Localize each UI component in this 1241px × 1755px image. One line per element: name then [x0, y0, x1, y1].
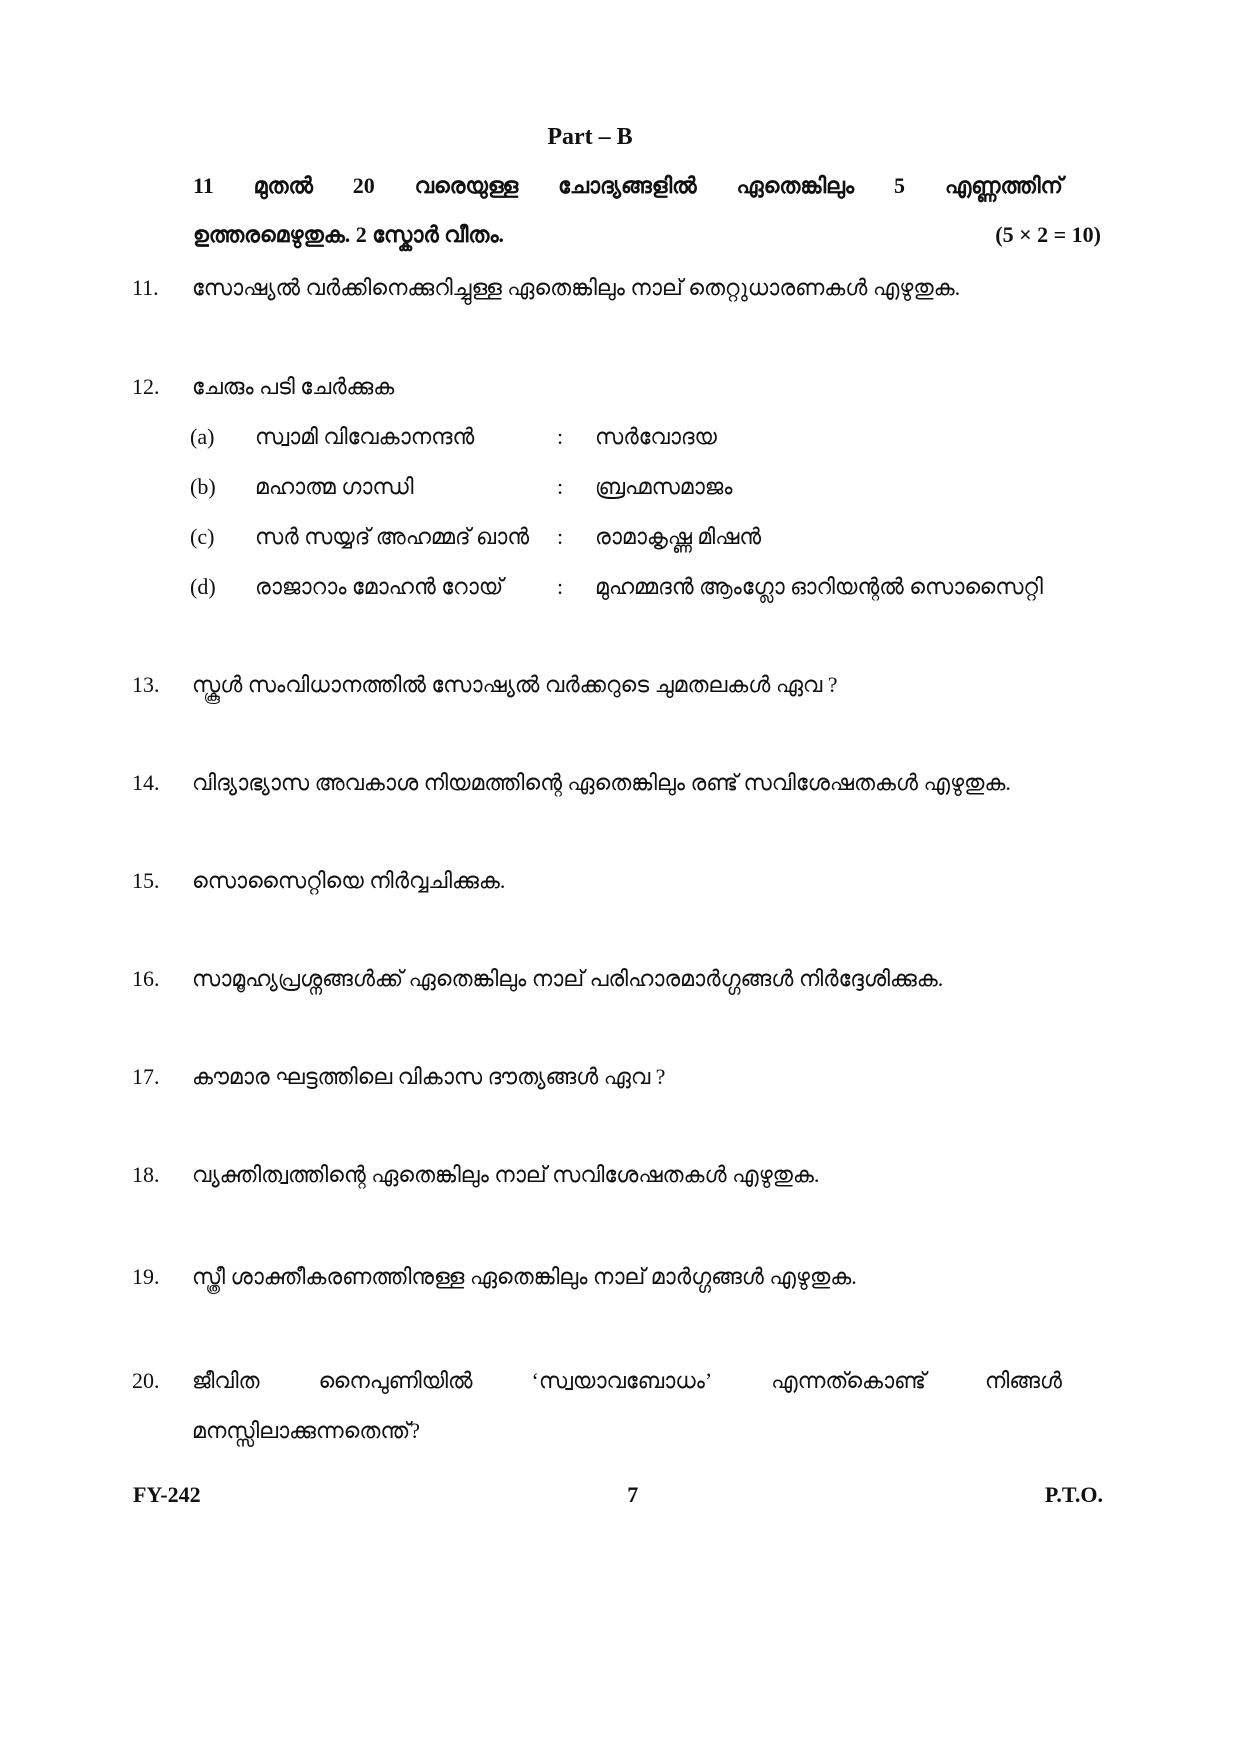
match-right: മുഹമ്മദൻ ആംഗ്ലോ ഓറിയന്റൽ സൊസൈറ്റി [595, 574, 1043, 599]
question-text: വ്യക്തിത്വത്തിന്റെ ഏതെങ്കിലും നാല് സവിശേഷതകൾ എഴുതുക. [192, 1162, 820, 1187]
instruction-line-2 [193, 222, 1101, 248]
instruction-word: എണ്ണത്തിന് [944, 173, 1063, 198]
question-number: 18. [132, 1162, 160, 1187]
instruction-line-1 [193, 173, 1063, 199]
question-text-line-1 [192, 1368, 1062, 1394]
match-label: (c) [190, 524, 215, 549]
match-left: സ്വാമി വിവേകാനന്ദൻ [255, 424, 475, 449]
instruction-word: വരെയുള്ള [414, 173, 519, 198]
question-text: സ്ത്രീ ശാക്തീകരണത്തിനുള്ള ഏതെങ്കിലും നാല് മാർഗ്ഗങ്ങൾ എഴുതുക. [192, 1264, 857, 1289]
instruction-word: ചോദ്യങ്ങളിൽ [558, 173, 697, 198]
question-text: സോഷ്യൽ വർക്കിനെക്കുറിച്ചുള്ള ഏതെങ്കിലും നാല് തെറ്റുധാരണകൾ എഴുതുക. [192, 275, 961, 300]
match-label: (a) [190, 424, 215, 449]
question-number: 19. [132, 1264, 160, 1289]
question-number: 14. [132, 770, 160, 795]
question-word: നിങ്ങൾ [984, 1368, 1062, 1393]
question-number: 13. [132, 672, 160, 697]
match-row-b [190, 474, 1095, 500]
question-number: 15. [132, 868, 160, 893]
question-number: 12. [132, 374, 160, 399]
question-text: കൗമാര ഘട്ടത്തിലെ വികാസ ദൗത്യങ്ങൾ ഏവ ? [192, 1064, 666, 1089]
question-number: 20. [132, 1368, 160, 1393]
question-text: സൊസൈറ്റിയെ നിർവ്വചിക്കുക. [192, 868, 506, 893]
marks-allocation: (5 × 2 = 10) [995, 222, 1101, 247]
instruction-text: ഉത്തരമെഴുതുക. 2 സ്കോർ വീതം. [193, 222, 505, 247]
page-footer [133, 1482, 1103, 1508]
match-left: മഹാത്മ ഗാന്ധി [255, 474, 414, 499]
question-12 [132, 374, 1082, 400]
question-13 [132, 672, 1082, 698]
match-colon: : [557, 424, 564, 449]
instruction-word: ഏതെങ്കിലും [736, 173, 855, 198]
question-19 [132, 1264, 1082, 1290]
question-15 [132, 868, 1082, 894]
question-number: 17. [132, 1064, 160, 1089]
question-text: സാമൂഹ്യപ്രശ്നങ്ങൾക്ക് ഏതെങ്കിലും നാല് പരിഹാരമാർഗ്ഗങ്ങൾ നിർദ്ദേശിക്കുക. [192, 966, 944, 991]
question-16 [132, 966, 1082, 992]
question-word: ജീവിത [192, 1368, 260, 1393]
question-text-line-2: മനസ്സിലാക്കുന്നതെന്ത്? [192, 1418, 420, 1443]
match-colon: : [557, 474, 564, 499]
instruction-word: 11 [193, 173, 214, 198]
match-left: രാജാറാം മോഹൻ റോയ് [255, 574, 504, 599]
question-11 [132, 275, 1082, 301]
instruction-word: മുതൽ [253, 173, 313, 198]
question-word: എന്നത്കൊണ്ട് [771, 1368, 926, 1393]
section-title: Part – B [547, 124, 633, 150]
pto-label: P.T.O. [1044, 1482, 1103, 1507]
question-text: ചേരും പടി ചേർക്കുക [192, 374, 395, 399]
match-left: സർ സയ്യദ് അഹമ്മദ് ഖാൻ [255, 524, 530, 549]
match-label: (d) [190, 574, 216, 599]
paper-code: FY-242 [133, 1482, 201, 1507]
match-colon: : [557, 524, 564, 549]
match-label: (b) [190, 474, 216, 499]
match-row-a [190, 424, 1095, 450]
match-row-c [190, 524, 1095, 550]
page-number: 7 [627, 1482, 639, 1507]
question-20 [132, 1368, 1062, 1394]
match-right: രാമാകൃഷ്ണ മിഷൻ [595, 524, 762, 549]
question-text: സ്കൂൾ സംവിധാനത്തിൽ സോഷ്യൽ വർക്കറുടെ ചുമതലകൾ ഏവ ? [192, 672, 838, 697]
question-number: 11. [132, 275, 159, 300]
instruction-word: 20 [352, 173, 375, 198]
question-word: ‘സ്വയാവബോധം’ [531, 1368, 713, 1393]
question-number: 16. [132, 966, 160, 991]
question-17 [132, 1064, 1082, 1090]
match-right: സർവോദയ [595, 424, 717, 449]
question-14 [132, 770, 1082, 796]
instruction-word: 5 [893, 173, 905, 198]
match-right: ബ്രഹ്മസമാജം [595, 474, 733, 499]
question-text: വിദ്യാഭ്യാസ അവകാശ നിയമത്തിന്റെ ഏതെങ്കിലും രണ്ട് സവിശേഷതകൾ എഴുതുക. [192, 770, 1011, 795]
match-colon: : [557, 574, 564, 599]
question-18 [132, 1162, 1082, 1188]
match-row-d [190, 574, 1095, 600]
question-word: നൈപുണിയിൽ [318, 1368, 473, 1393]
